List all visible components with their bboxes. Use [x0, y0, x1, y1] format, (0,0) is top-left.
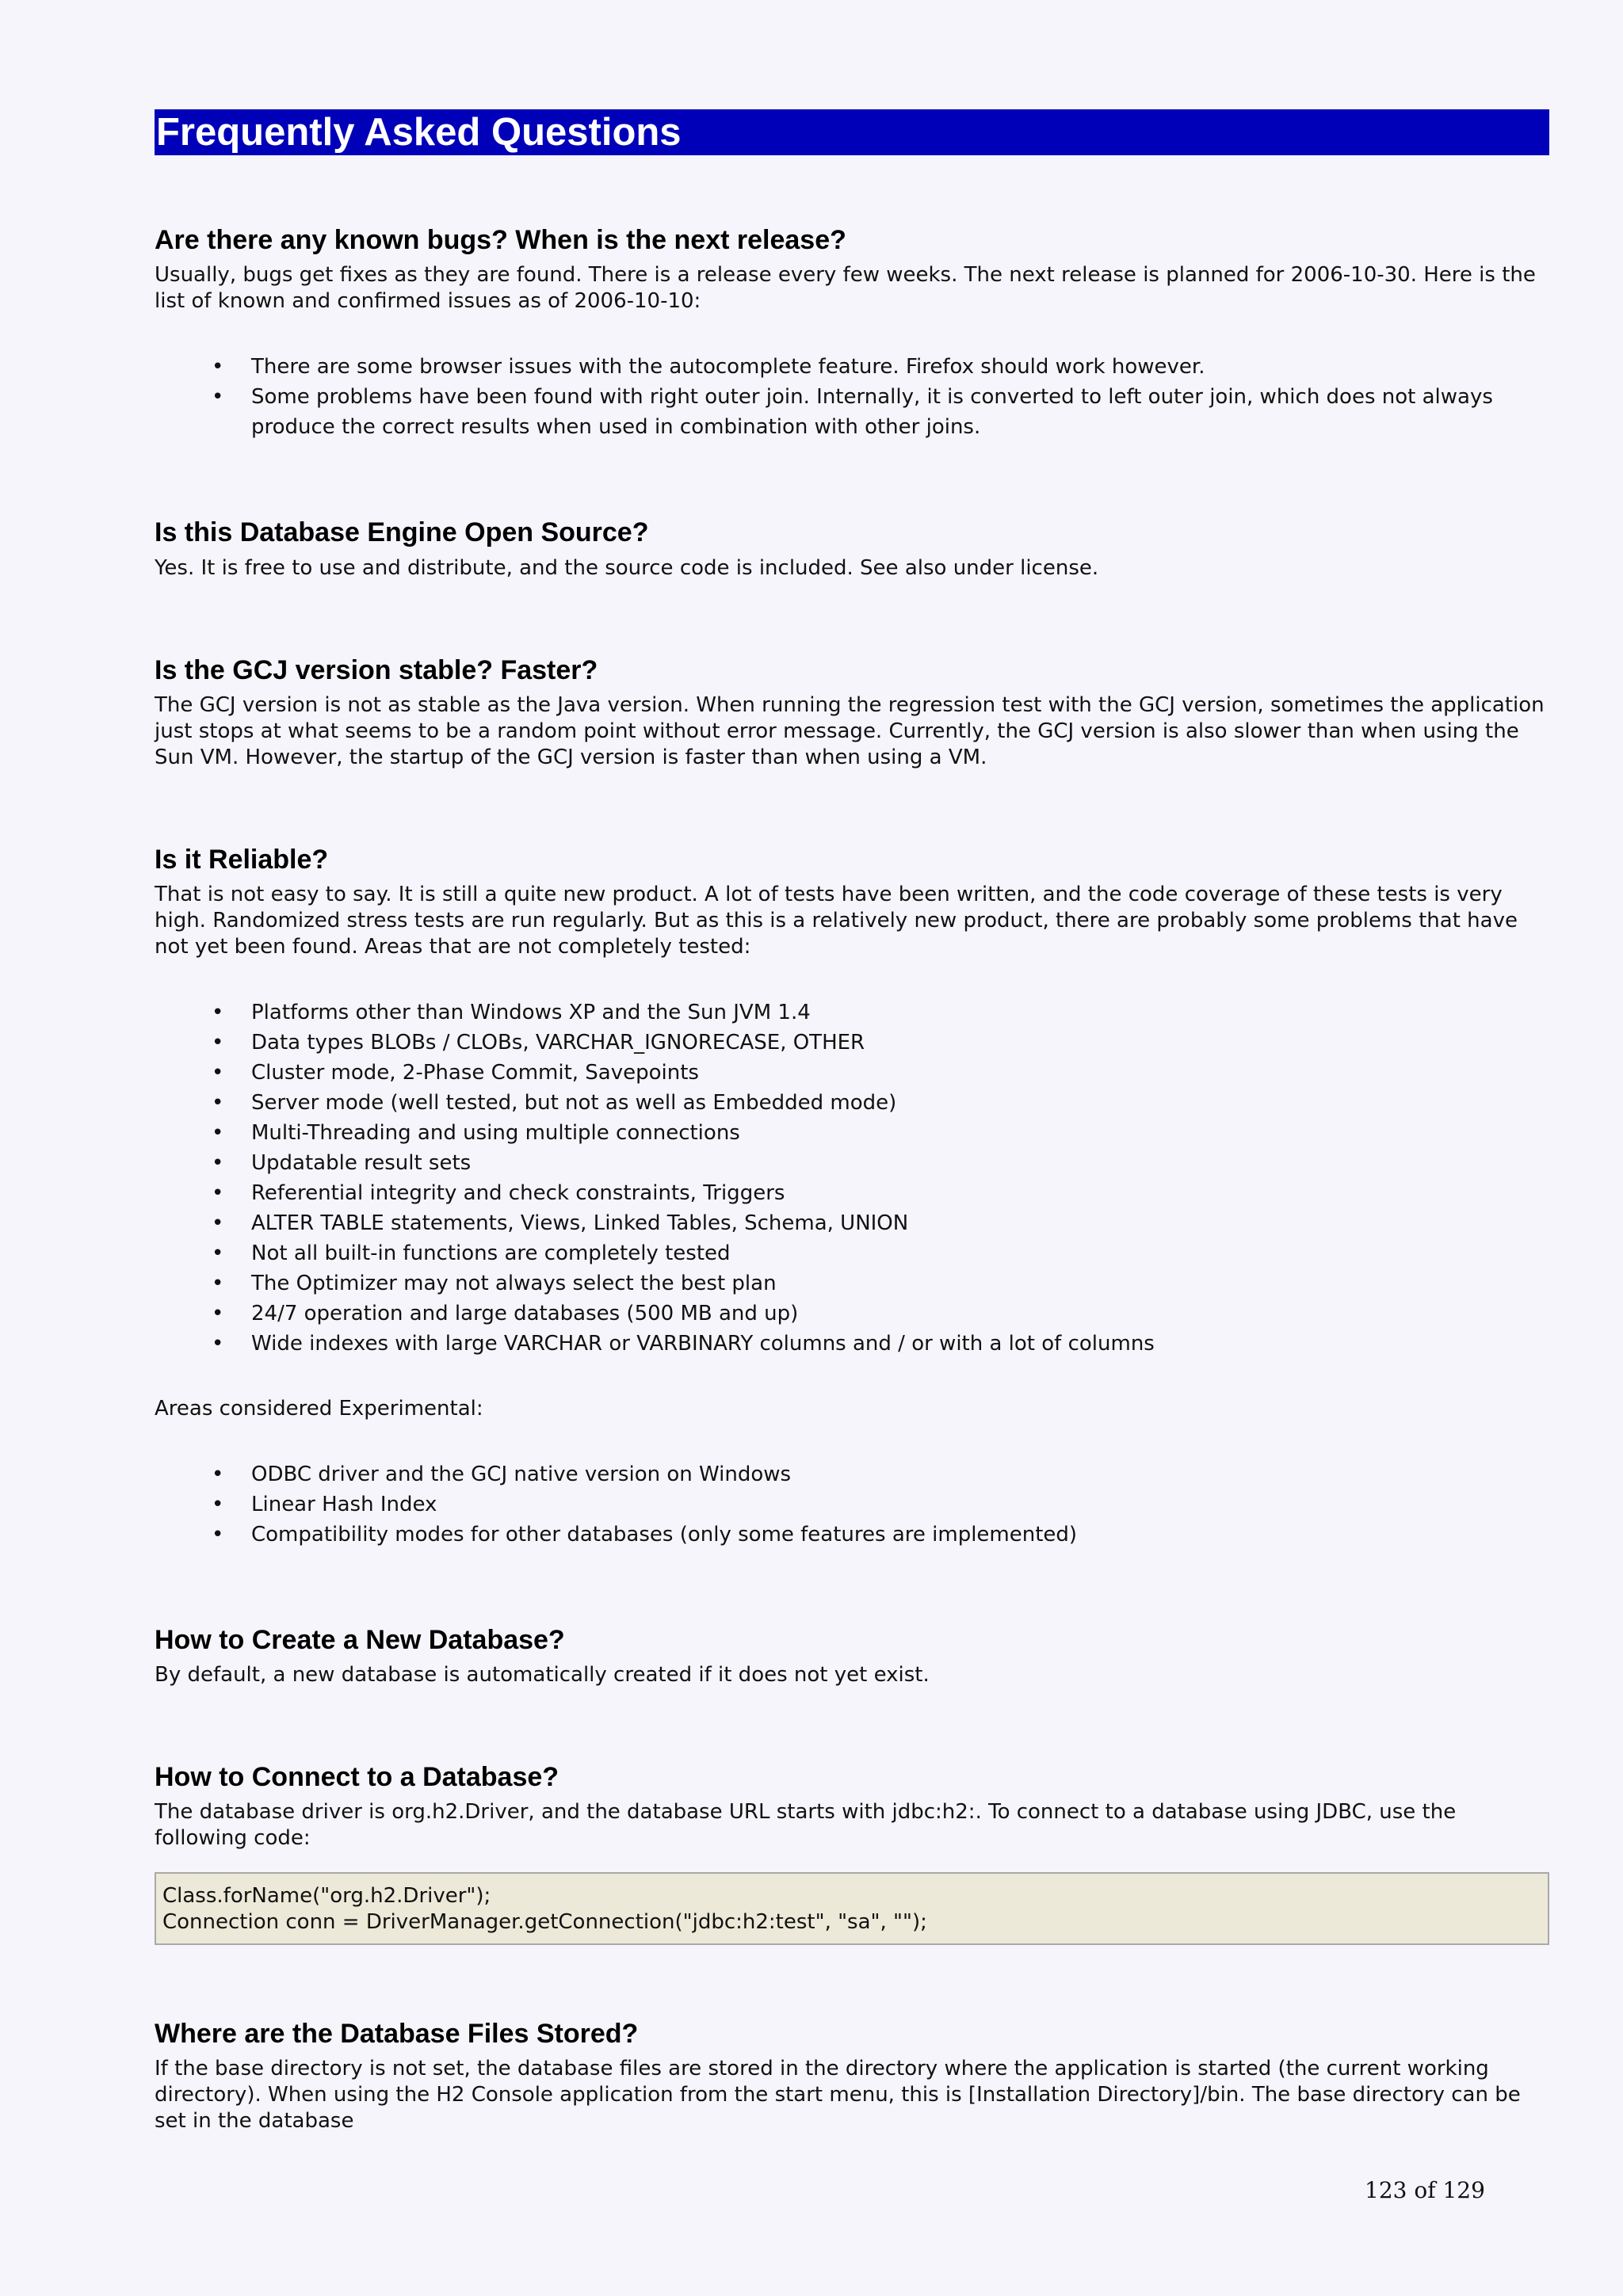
section-paragraph: Yes. It is free to use and distribute, and the source code is included. See also under license. — [155, 556, 1099, 580]
section-heading-reliable: Is it Reliable? — [155, 845, 329, 875]
list-item: • 24/7 operation and large databases (500 MB and up) — [212, 1302, 799, 1325]
list-item: • ALTER TABLE statements, Views, Linked Tables, Schema, UNION — [212, 1211, 909, 1235]
code-line: Class.forName("org.h2.Driver"); — [162, 1884, 491, 1908]
section-heading-known-bugs: Are there any known bugs? When is the next release? — [155, 225, 846, 255]
page-title: Frequently Asked Questions — [155, 109, 1549, 155]
section-paragraph: That is not easy to say. It is still a quite new product. A lot of tests have been written, and the code coverage of these tests is very high. Randomized stress tests are run regularly. But as this is a relatively new product, there are probably some problems that have not yet been found. Areas that are not completely tested: — [155, 883, 1518, 959]
section-heading-open-source: Is this Database Engine Open Source? — [155, 517, 649, 547]
list-item: • Compatibility modes for other databases (only some features are implemented) — [212, 1523, 1078, 1547]
section-heading-files-stored: Where are the Database Files Stored? — [155, 2019, 639, 2049]
list-item: • Server mode (well tested, but not as well as Embedded mode) — [212, 1091, 897, 1115]
list-item: • Updatable result sets — [212, 1151, 472, 1175]
bullet-list — [155, 352, 1549, 442]
bullet-list — [155, 997, 1549, 1359]
list-item: • Some problems have been found with right outer join. Internally, it is converted to left outer join, which does not always produce the correct results when used in combination with other joins. — [212, 385, 1493, 439]
list-item: • Multi-Threading and using multiple connections — [212, 1121, 740, 1145]
code-block — [155, 1872, 1549, 1945]
list-item: • Platforms other than Windows XP and the Sun JVM 1.4 — [212, 1001, 811, 1024]
list-item: • Referential integrity and check constraints, Triggers — [212, 1181, 785, 1205]
list-item: • Wide indexes with large VARCHAR or VARBINARY columns and / or with a lot of columns — [212, 1332, 1155, 1356]
section-heading-create-database: How to Create a New Database? — [155, 1625, 565, 1655]
section-paragraph: If the base directory is not set, the database files are stored in the directory where the application is started (the current working directory). When using the H2 Console application from the start menu, this is [Installation Directory]/bin. The base directory can be set in the database — [155, 2057, 1521, 2133]
section-heading-connect-database: How to Connect to a Database? — [155, 1762, 559, 1792]
list-item: • Data types BLOBs / CLOBs, VARCHAR_IGNORECASE, OTHER — [212, 1031, 865, 1055]
document-page — [155, 109, 1549, 2134]
section-paragraph: Areas considered Experimental: — [155, 1397, 483, 1421]
bullet-list — [155, 1459, 1549, 1550]
code-line: Connection conn = DriverManager.getConnection("jdbc:h2:test", "sa", ""); — [162, 1910, 927, 1934]
list-item: • There are some browser issues with the autocomplete feature. Firefox should work however. — [212, 355, 1205, 379]
list-item: • The Optimizer may not always select the best plan — [212, 1272, 777, 1295]
list-item: • Not all built-in functions are completely tested — [212, 1241, 731, 1265]
page-number: 123 of 129 — [1365, 2177, 1485, 2203]
list-item: • ODBC driver and the GCJ native version on Windows — [212, 1463, 792, 1486]
section-paragraph: The GCJ version is not as stable as the Java version. When running the regression test with the GCJ version, sometimes the application just stops at what seems to be a random point without error message. Currently, the GCJ version is also slower than when using the Sun VM. However, the startup of the GCJ version is faster than when using a VM. — [155, 693, 1545, 769]
list-item: • Cluster mode, 2-Phase Commit, Savepoints — [212, 1061, 699, 1085]
section-paragraph: By default, a new database is automatically created if it does not yet exist. — [155, 1663, 930, 1687]
section-paragraph: Usually, bugs get fixes as they are found. There is a release every few weeks. The next release is planned for 2006-10-30. Here is the list of known and confirmed issues as of 2006-10-10: — [155, 263, 1536, 313]
list-item: • Linear Hash Index — [212, 1493, 437, 1516]
section-heading-gcj: Is the GCJ version stable? Faster? — [155, 655, 598, 685]
section-paragraph: The database driver is org.h2.Driver, and the database URL starts with jdbc:h2:. To connect to a database using JDBC, use the following code: — [155, 1800, 1457, 1850]
